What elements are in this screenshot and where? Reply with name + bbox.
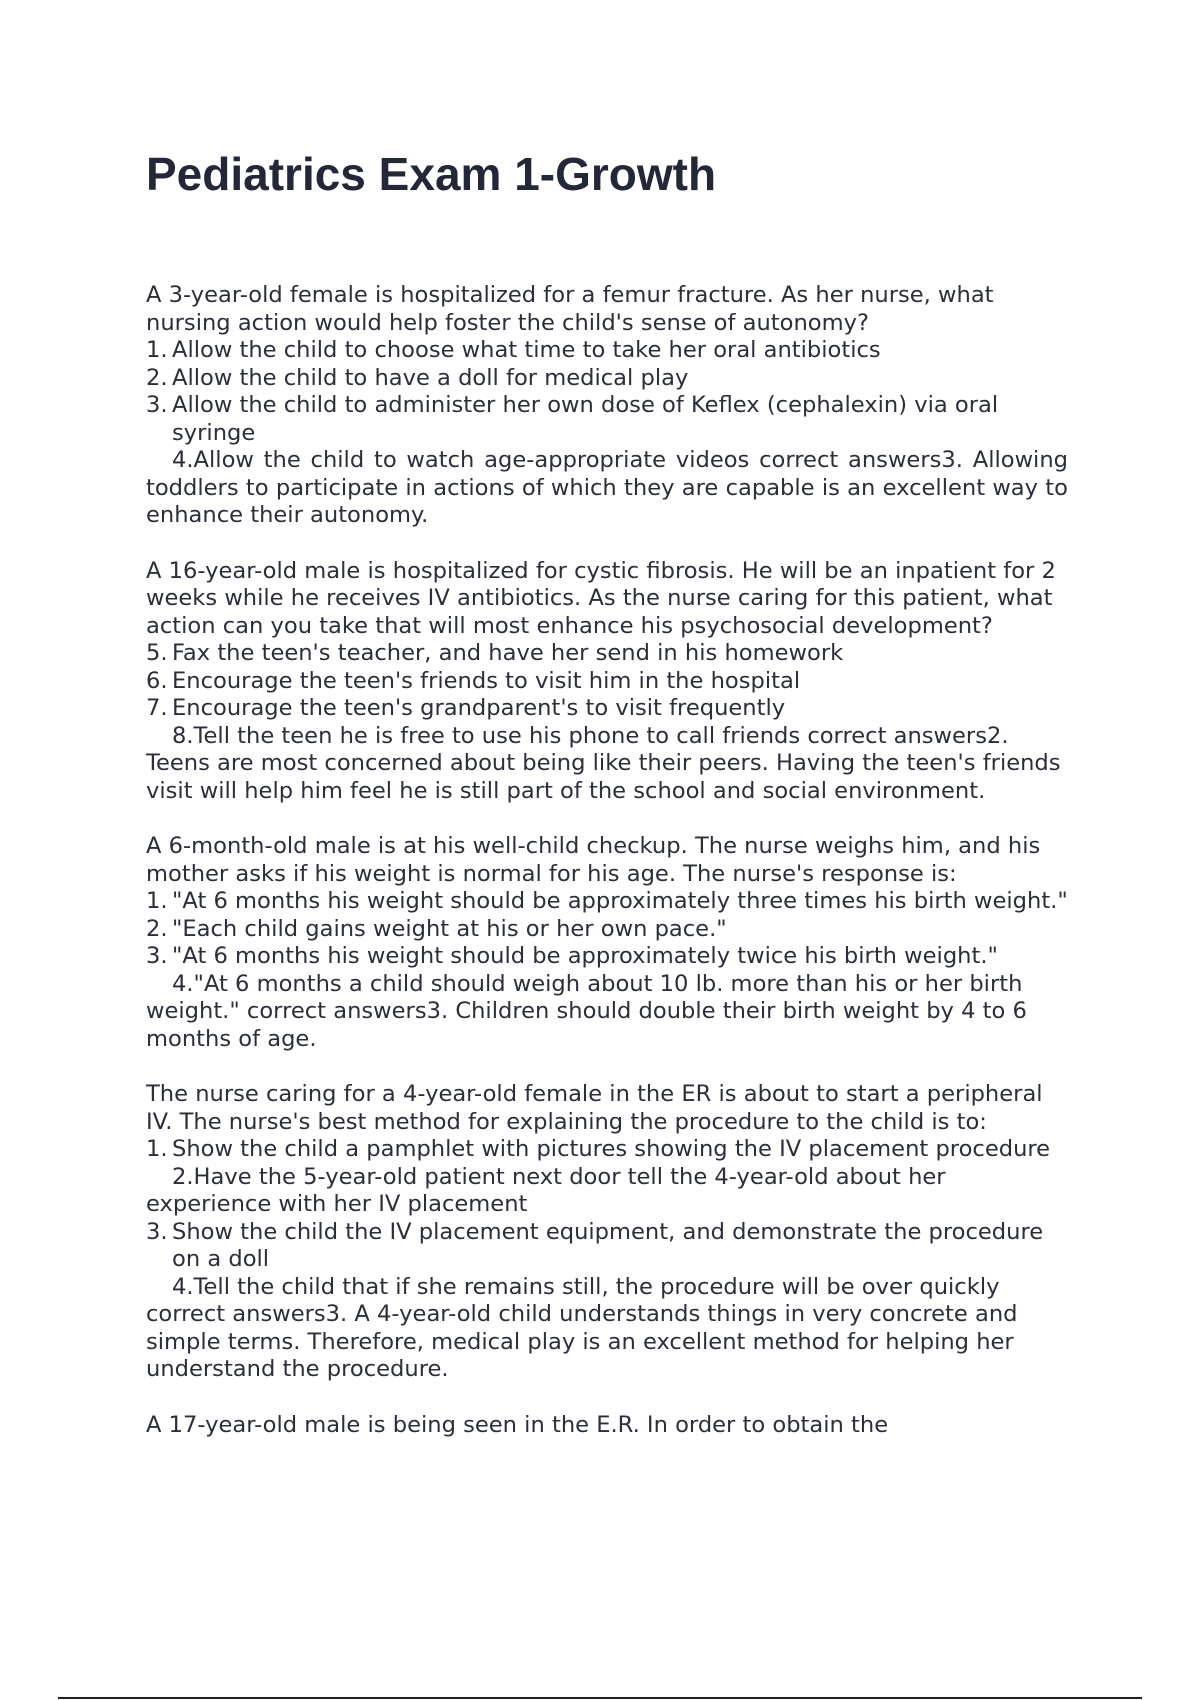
option-text: Fax the teen's teacher, and have her send in his homework	[172, 640, 844, 666]
option-number: 1.	[146, 1136, 168, 1162]
page-title: Pediatrics Exam 1-Growth	[146, 148, 717, 200]
option-number: 1.	[146, 337, 168, 363]
option-number: 3.	[146, 392, 168, 418]
option-text: Allow the child to choose what time to take her oral antibiotics	[172, 337, 881, 363]
answer-option	[146, 1136, 1068, 1164]
answer-option	[146, 392, 1068, 447]
answer-option	[146, 888, 1068, 916]
option-number: 1.	[146, 888, 168, 914]
option-number: 2.	[146, 364, 168, 391]
question-3	[146, 833, 1068, 1053]
option-text: Show the child the IV placement equipment, and demonstrate the procedure on a doll	[172, 1218, 1044, 1272]
option-text: "At 6 months his weight should be approximately twice his birth weight."	[172, 943, 998, 969]
question-stem: The nurse caring for a 4-year-old female in the ER is about to start a peripheral IV. The nurse's best method for explaining the procedure to the child is to:	[146, 1081, 1043, 1135]
answer-option	[146, 695, 1068, 723]
option-text: "At 6 months his weight should be approximately three times his birth weight."	[172, 888, 1068, 914]
question-1	[146, 282, 1068, 530]
option-number: 5.	[146, 640, 168, 666]
option-number: 2.	[146, 915, 168, 942]
option-number: 7.	[146, 695, 168, 721]
option-number: 3.	[146, 943, 168, 969]
question-stem: A 16-year-old male is hospitalized for cystic fibrosis. He will be an inpatient for 2 weeks while he receives IV antibiotics. As the nurse caring for this patient, what action can you take that will most enhance his psychosocial development?	[146, 557, 1056, 639]
option-text: Allow the child to administer her own dose of Keflex (cephalexin) via oral syringe	[172, 392, 999, 446]
answer-option	[146, 916, 1068, 944]
answer-option	[146, 943, 1068, 971]
option-number: 6.	[146, 667, 168, 694]
question-stem: A 6-month-old male is at his well-child checkup. The nurse weighs him, and his mother asks if his weight is normal for his age. The nurse's response is:	[146, 833, 1041, 887]
answer-explanation: 4.Allow the child to watch age-appropriate videos correct answers3. Allowing toddlers to participate in actions of which they are capable is an excellent way to enhance their autonomy.	[146, 447, 1068, 528]
option-text: "Each child gains weight at his or her own pace."	[172, 915, 727, 942]
option-text: Encourage the teen's friends to visit him in the hospital	[172, 667, 801, 694]
answer-explanation: 4.Tell the child that if she remains still, the procedure will be over quickly correct answers3. A 4-year-old child understands things in very concrete and simple terms. Therefore, medical play is an excellent method for helping her understand the procedure.	[146, 1273, 1018, 1382]
answer-option-continued: 2.Have the 5-year-old patient next door tell the 4-year-old about her experience with her IV placement	[146, 1163, 946, 1217]
option-number: 3.	[146, 1218, 168, 1245]
question-5	[146, 1412, 1068, 1440]
document-body	[146, 282, 1068, 1467]
option-text: Encourage the teen's grandparent's to visit frequently	[172, 695, 786, 721]
answer-option	[146, 365, 1068, 393]
answer-option	[146, 1219, 1068, 1274]
answer-option	[146, 337, 1068, 365]
option-text: Show the child a pamphlet with pictures showing the IV placement procedure	[172, 1136, 1051, 1162]
question-stem: A 3-year-old female is hospitalized for a femur fracture. As her nurse, what nursing action would help foster the child's sense of autonomy?	[146, 282, 994, 336]
question-2	[146, 558, 1068, 806]
option-text: Allow the child to have a doll for medical play	[172, 364, 689, 391]
question-stem: A 17-year-old male is being seen in the E.R. In order to obtain the	[146, 1411, 889, 1438]
answer-option	[146, 640, 1068, 668]
answer-option	[146, 668, 1068, 696]
answer-explanation: 4."At 6 months a child should weigh about 10 lb. more than his or her birth weight." correct answers3. Children should double their birth weight by 4 to 6 months of age.	[146, 970, 1027, 1052]
page-bottom-rule	[58, 1697, 1142, 1699]
answer-explanation: 8.Tell the teen he is free to use his phone to call friends correct answers2. Teens are most concerned about being like their peers. Having the teen's friends visit will help him feel he is still part of the school and social environment.	[146, 722, 1061, 804]
question-4	[146, 1081, 1068, 1384]
